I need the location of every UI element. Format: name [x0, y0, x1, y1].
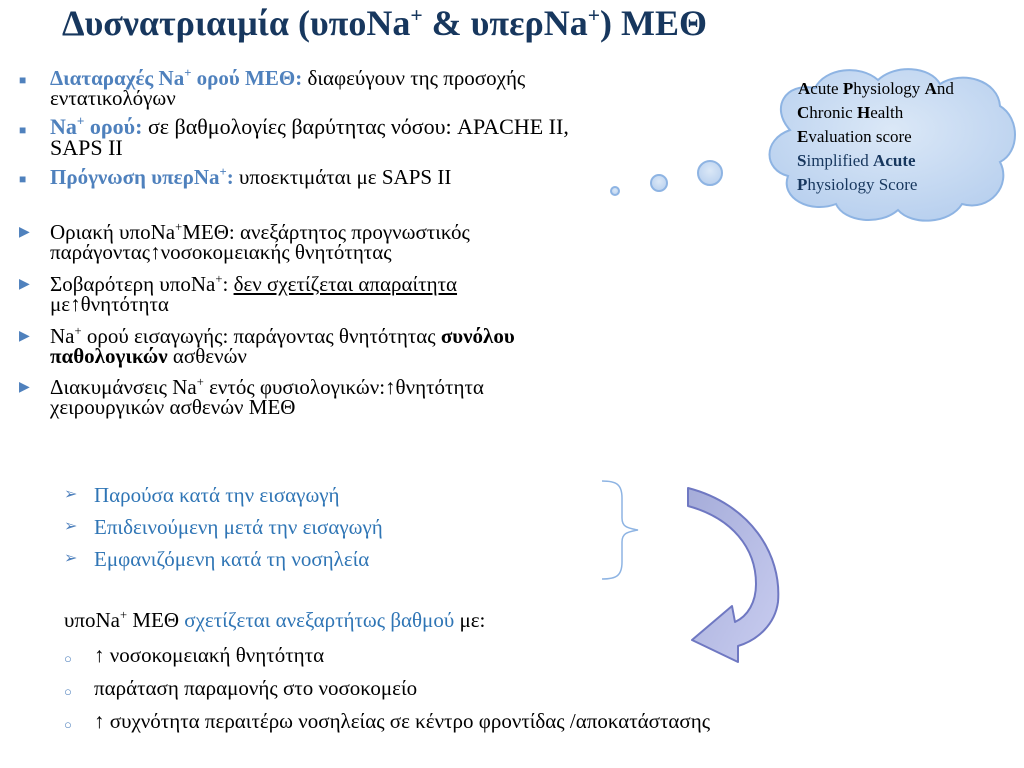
chevron-bullet-icon: ➢	[64, 486, 78, 503]
thought-bubble-large	[698, 161, 722, 185]
circle-bullet-icon: ○	[64, 717, 72, 732]
triangle-bullet-icon: ▶	[19, 329, 30, 344]
thought-bubble-small	[611, 187, 619, 195]
chevron-bullet-icon: ➢	[64, 550, 78, 567]
square-bullet-icon: ■	[19, 123, 27, 137]
chevron-bullet-icon: ➢	[64, 518, 78, 535]
curved-arrow-icon	[680, 484, 790, 684]
slide-title: Δυσνατριαιμία (υποΝa+ & υπερΝa+) ΜΕΘ	[62, 3, 708, 43]
triangle-bullet-icon: ▶	[19, 225, 30, 240]
triangle-bullet-icon: ▶	[19, 380, 30, 395]
right-brace	[598, 478, 648, 582]
square-bullet-icon: ■	[19, 73, 27, 87]
triangle-bullet-icon: ▶	[19, 277, 30, 292]
circle-bullet-icon: ○	[64, 651, 72, 666]
square-bullet-icon: ■	[19, 172, 27, 186]
cloud-acronym-text: Acute Physiology And Chronic Health Evaluation score Simplified Acute Physiology Score	[797, 79, 954, 194]
circle-bullet-icon: ○	[64, 684, 72, 699]
thought-bubble-medium	[651, 175, 667, 191]
